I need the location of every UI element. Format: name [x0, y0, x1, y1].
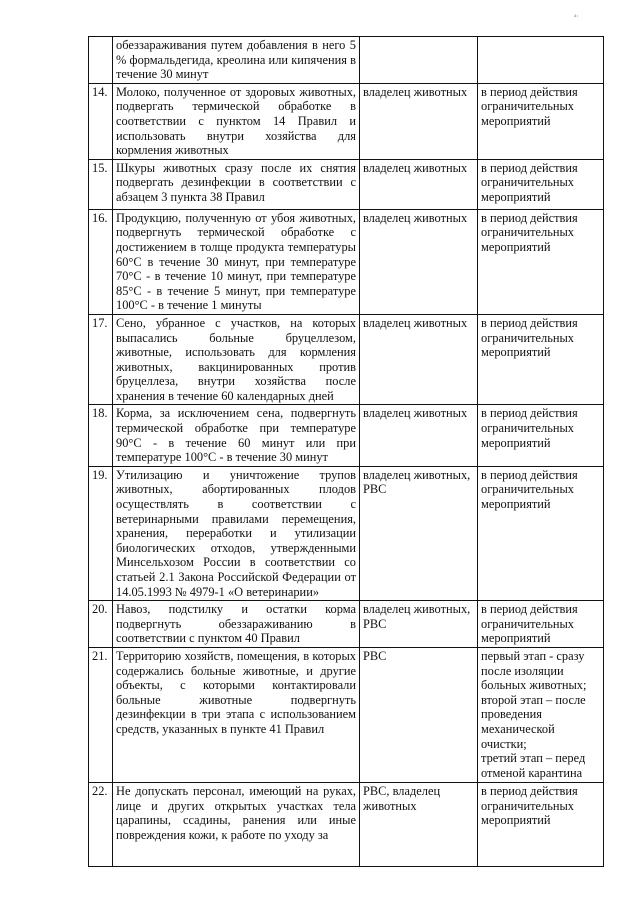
responsible-party: владелец животных	[360, 314, 478, 405]
term-line: второй этап – после проведения механической очистки;	[481, 692, 586, 751]
term-line: в период действия	[481, 210, 578, 225]
term-cell	[478, 209, 604, 314]
row-number: 17.	[89, 314, 113, 405]
row-number: 20.	[89, 601, 113, 648]
table-row	[89, 159, 604, 209]
term-cell	[478, 647, 604, 782]
term-cell	[478, 83, 604, 159]
measure-text: Молоко, полученное от здоровых животных, подвергать термической обработке в соответствии с пунктом 14 Правил и использовать внутри хозяйства для кормления животных	[113, 83, 360, 159]
table-row	[89, 405, 604, 466]
measure-text: обеззараживания путем добавления в него 5 % формальдегида, креолина или кипячения в течение 30 минут	[113, 37, 360, 84]
table-row	[89, 209, 604, 314]
row-number: 16.	[89, 209, 113, 314]
measures-table	[88, 36, 604, 867]
row-number: 22.	[89, 782, 113, 866]
term-line: мероприятий	[481, 631, 551, 646]
term-line: мероприятий	[481, 435, 551, 450]
row-number: 21.	[89, 647, 113, 782]
table-row	[89, 601, 604, 648]
responsible-party: владелец животных	[360, 159, 478, 209]
row-number	[89, 37, 113, 84]
term-line: в период действия	[481, 602, 578, 617]
table-row	[89, 647, 604, 782]
responsible-party: владелец животных, РВС	[360, 466, 478, 600]
term-line: ограничительных	[481, 99, 574, 114]
term-line: ограничительных	[481, 330, 574, 345]
table-row	[89, 37, 604, 84]
term-cell	[478, 37, 604, 84]
measure-text: Территорию хозяйств, помещения, в которых содержались больные животные, и другие объекты, с которыми контактировали больные животные подвергнуть дезинфекции в три этапа с использованием средств, указанных в пункте 41 Правил	[113, 647, 360, 782]
term-line: ограничительных	[481, 616, 574, 631]
term-line: мероприятий	[481, 497, 551, 512]
responsible-party: РВС, владелец животных	[360, 782, 478, 866]
table-row	[89, 782, 604, 866]
term-cell	[478, 782, 604, 866]
term-line: мероприятий	[481, 189, 551, 204]
term-cell	[478, 601, 604, 648]
term-line: в период действия	[481, 406, 578, 421]
measure-text: Не допускать персонал, имеющий на руках, лице и других открытых участках тела царапины, ссадины, ранения или иные повреждения кожи, к работе по уходу за	[113, 782, 360, 866]
measure-text: Продукцию, полученную от убоя животных, подвергнуть термической обработке с достижением в толще продукта температуры 60°С в течение 30 минут, при температуре 70°С - в течение 10 минут, при температуре 85°С - в течение 5 минут, при температуре 100°С - в течение 1 минуты	[113, 209, 360, 314]
measure-text: Шкуры животных сразу после их снятия подвергать дезинфекции в соответствии с абзацем 3 пункта 38 Правил	[113, 159, 360, 209]
term-line: третий этап – перед отменой карантина	[481, 751, 586, 780]
term-line: ограничительных	[481, 175, 574, 190]
responsible-party: РВС	[360, 647, 478, 782]
term-line: в период действия	[481, 160, 578, 175]
term-line: первый этап - сразу после изоляции больных животных;	[481, 648, 587, 693]
term-line: в период действия	[481, 84, 578, 99]
term-line: в период действия	[481, 783, 578, 798]
responsible-party: владелец животных	[360, 405, 478, 466]
measure-text: Корма, за исключением сена, подвергнуть термической обработке при температуре 90°С - в течение 60 минут или при температуре 100°С - в течение 30 минут	[113, 405, 360, 466]
term-cell	[478, 466, 604, 600]
responsible-party	[360, 37, 478, 84]
term-line: ограничительных	[481, 421, 574, 436]
term-line: в период действия	[481, 467, 578, 482]
responsible-party: владелец животных	[360, 209, 478, 314]
responsible-party: владелец животных	[360, 83, 478, 159]
row-number: 19.	[89, 466, 113, 600]
term-line: ограничительных	[481, 482, 574, 497]
table-row	[89, 83, 604, 159]
table-row	[89, 466, 604, 600]
term-cell	[478, 314, 604, 405]
term-line: мероприятий	[481, 345, 551, 360]
measure-text: Навоз, подстилку и остатки корма подвергнуть обеззараживанию в соответствии с пунктом 40 Правил	[113, 601, 360, 648]
term-line: ограничительных	[481, 225, 574, 240]
measure-text: Сено, убранное с участков, на которых выпасались больные бруцеллезом, животные, использовать для кормления животных, вакцинированных против бруцеллеза, внутри хозяйства после хранения в течение 60 календарных дней	[113, 314, 360, 405]
measure-text: Утилизацию и уничтожение трупов животных, абортированных плодов осуществлять в соответствии с ветеринарными правилами перемещения, хранения, переработки и утилизации биологических отходов, утвержденными Минсельхозом России в соответствии со статьей 2.1 Закона Российской Федерации от 14.05.1993 № 4979-1 «О ветеринарии»	[113, 466, 360, 600]
term-cell	[478, 405, 604, 466]
row-number: 15.	[89, 159, 113, 209]
term-line: мероприятий	[481, 813, 551, 828]
table-row	[89, 314, 604, 405]
corner-mark: ᵃ·	[574, 12, 579, 21]
term-line: в период действия	[481, 315, 578, 330]
row-number: 18.	[89, 405, 113, 466]
term-cell	[478, 159, 604, 209]
row-number: 14.	[89, 83, 113, 159]
term-line: мероприятий	[481, 239, 551, 254]
responsible-party: владелец животных, РВС	[360, 601, 478, 648]
term-line: мероприятий	[481, 113, 551, 128]
term-line: ограничительных	[481, 798, 574, 813]
